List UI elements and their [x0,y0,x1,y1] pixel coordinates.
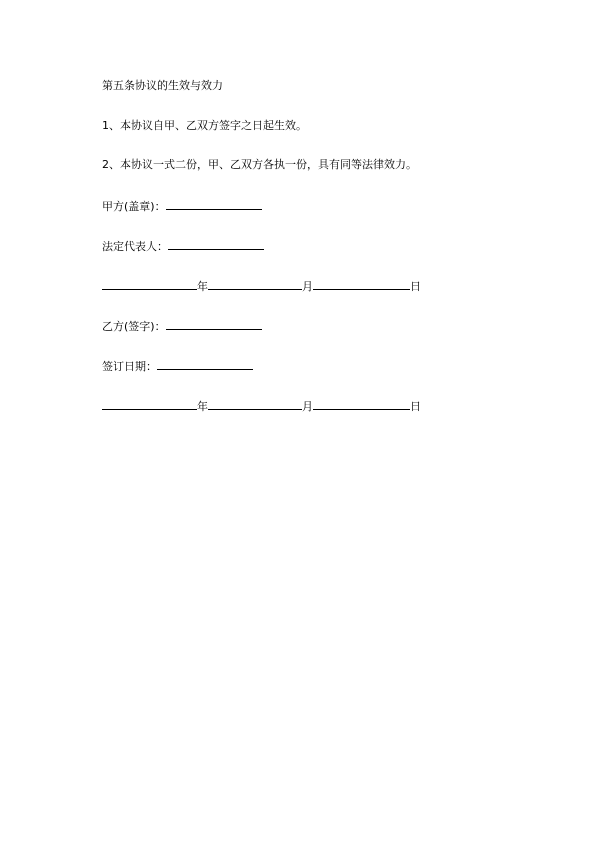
party-b-row [102,318,262,334]
clause-1: 1、本协议自甲、乙双方签字之日起生效。 [102,119,307,132]
day-blank[interactable] [313,398,410,410]
month-label: 月 [302,280,313,293]
legal-rep-label: 法定代表人： [102,240,168,253]
party-a-label: 甲方(盖章)： [102,200,166,213]
month-label: 月 [302,400,313,413]
legal-rep-row [102,238,264,254]
year-label: 年 [197,400,208,413]
sign-date-label: 签订日期： [102,360,157,373]
day-label: 日 [410,280,421,293]
year-blank[interactable] [102,278,197,290]
month-blank[interactable] [208,278,302,290]
party-a-row [102,198,262,214]
party-a-date-row [102,278,421,294]
section-heading: 第五条协议的生效与效力 [102,79,223,92]
year-label: 年 [197,280,208,293]
party-b-label: 乙方(签字)： [102,320,166,333]
party-a-seal-blank[interactable] [166,198,262,210]
month-blank[interactable] [208,398,302,410]
sign-date-row [102,358,253,374]
legal-rep-signature-blank[interactable] [168,238,264,250]
day-label: 日 [410,400,421,413]
sign-date-blank[interactable] [157,358,253,370]
day-blank[interactable] [313,278,410,290]
year-blank[interactable] [102,398,197,410]
clause-2: 2、本协议一式二份，甲、乙双方各执一份，具有同等法律效力。 [102,158,417,171]
party-b-date-row [102,398,421,414]
party-b-signature-blank[interactable] [166,318,262,330]
